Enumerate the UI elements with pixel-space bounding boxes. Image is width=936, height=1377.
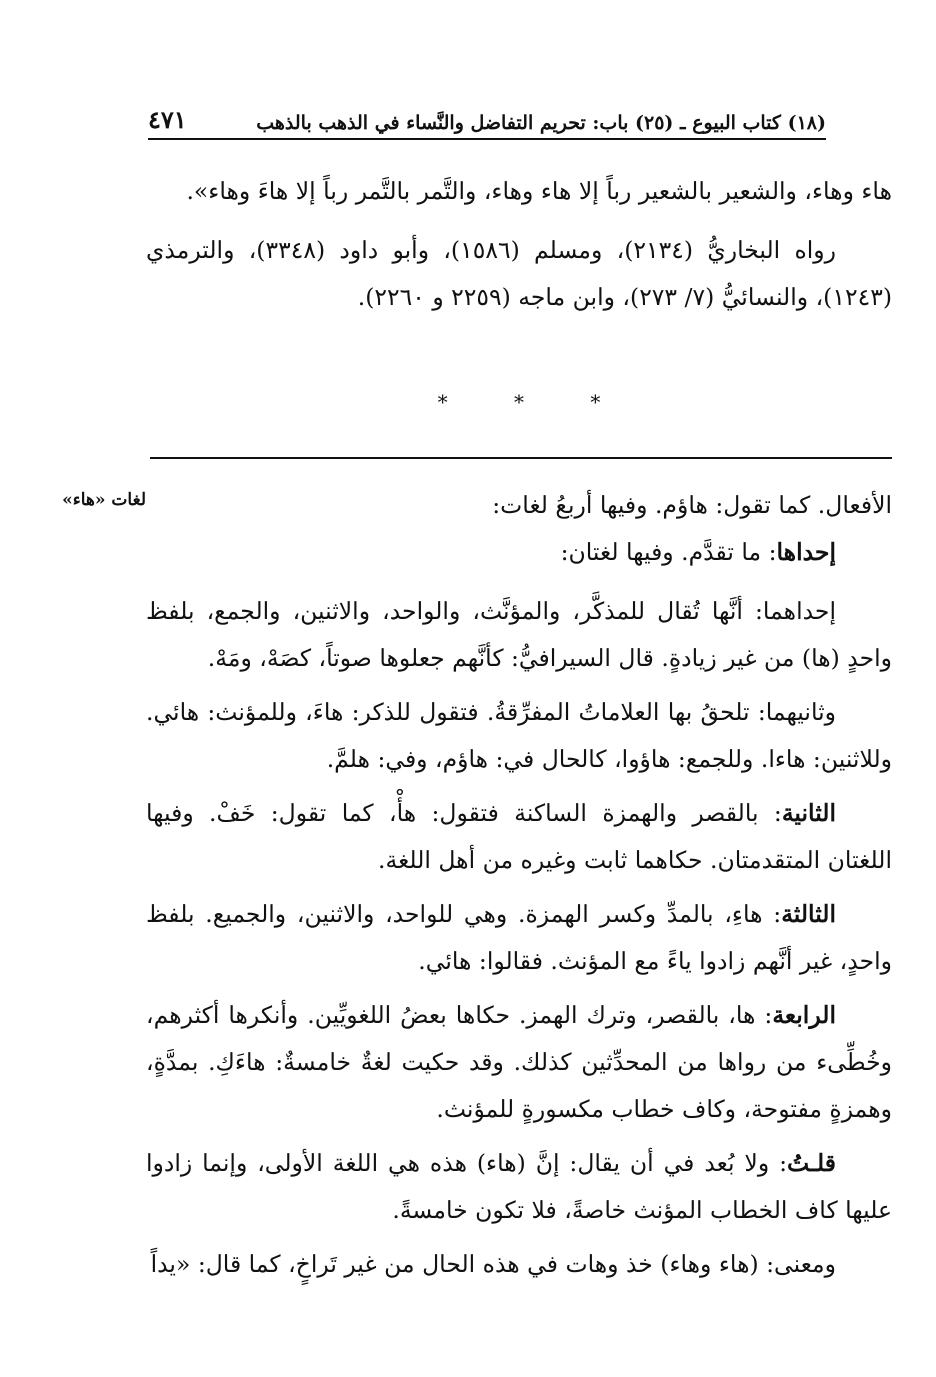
section-separator-stars: * * * bbox=[437, 390, 601, 414]
paragraph-text: : هاءِ، بالمدِّ وكسر الهمزة. وهي للواحد، والاثنين، والجميع. بلفظ واحدٍ، غير أنَّهم زادوا ياءً مع المؤنث. فقالوا: هائي. bbox=[146, 900, 892, 975]
paragraph: الأفعال. كما تقول: هاؤم. وفيها أربعُ لغات: bbox=[492, 491, 892, 519]
margin-note: لغات «هاء» bbox=[62, 490, 146, 510]
paragraph: وثانيهما: تلحقُ بها العلاماتُ المفرِّقةُ. فتقول للذكر: هاءَ، وللمؤنث: هائي. وللاثنين: هاءا. وللجمع: هاؤوا، كالحال في: هاؤم، وفي: هلمَّ. bbox=[146, 698, 892, 773]
commentary-section bbox=[146, 482, 892, 1295]
paragraph-label: قلـتُ bbox=[787, 1149, 836, 1177]
paragraph-label: الثالثة bbox=[781, 900, 836, 928]
paragraph-text: : ما تقدَّم. وفيها لغتان: bbox=[560, 538, 777, 566]
paragraph bbox=[146, 1140, 892, 1234]
paragraph bbox=[146, 790, 892, 884]
paragraph bbox=[146, 529, 892, 576]
paragraph bbox=[146, 891, 892, 985]
paragraph-label: الرابعة bbox=[772, 1001, 836, 1029]
running-header bbox=[148, 100, 826, 140]
takhrij-text: رواه البخاريُّ (٢١٣٤)، ومسلم (١٥٨٦)، وأبو داود (٣٣٤٨)، والترمذي (١٢٤٣)، والنسائيُّ (٧/ ٢٧٣)، وابن ماجه (٢٢٥٩ و ٢٢٦٠). bbox=[146, 236, 892, 311]
paragraph bbox=[146, 992, 892, 1133]
footnote-rule bbox=[150, 457, 892, 459]
paragraph-text: : ها، بالقصر، وترك الهمز. حكاها بعضُ اللغويِّين. وأنكرها أكثرهم، وخُطِّىء من رواها من المحدِّثين كذلك. وقد حكيت لغةٌ خامسةٌ: هاءَكِ. بمدَّةٍ، وهمزةٍ مفتوحة، وكاف خطاب مكسورةٍ للمؤنث. bbox=[146, 1001, 892, 1123]
paragraph-text: : ولا بُعد في أن يقال: إنَّ (هاء) هذه هي اللغة الأولى، وإنما زادوا عليها كاف الخطاب المؤنث خاصةً، فلا تكون خامسةً. bbox=[146, 1149, 892, 1224]
paragraph: ومعنى: (هاء وهاء) خذ وهات في هذه الحال من غير تَراخٍ، كما قال: «يداً bbox=[150, 1250, 836, 1278]
page-number: ٤٧١ bbox=[148, 105, 187, 134]
paragraph: إحداهما: أنَّها تُقال للمذكَّر، والمؤنَّث، والواحد، والاثنين، والجمع، بلفظ واحدٍ (ها) من غير زيادةٍ. قال السيرافيُّ: كأنَّهم جعلوها صوتاً، كصَهْ، ومَهْ. bbox=[146, 597, 892, 672]
paragraph-text: : بالقصر والهمزة الساكنة فتقول: هأْ، كما تقول: خَفْ. وفيها اللغتان المتقدمتان. حكاهما ثابت وغيره من أهل اللغة. bbox=[146, 799, 892, 874]
paragraph-label: إحداها bbox=[776, 538, 836, 566]
hadith-section bbox=[146, 168, 892, 328]
paragraph-label: الثانية bbox=[781, 799, 836, 827]
chapter-title: (١٨) كتاب البيوع ـ (٢٥) باب: تحريم التفاضل والنَّساء في الذهب بالذهب bbox=[256, 112, 826, 134]
hadith-text: هاء وهاء، والشعير بالشعير رباً إلا هاء وهاء، والتَّمر بالتَّمر رباً إلا هاءَ وهاء». bbox=[186, 177, 892, 205]
